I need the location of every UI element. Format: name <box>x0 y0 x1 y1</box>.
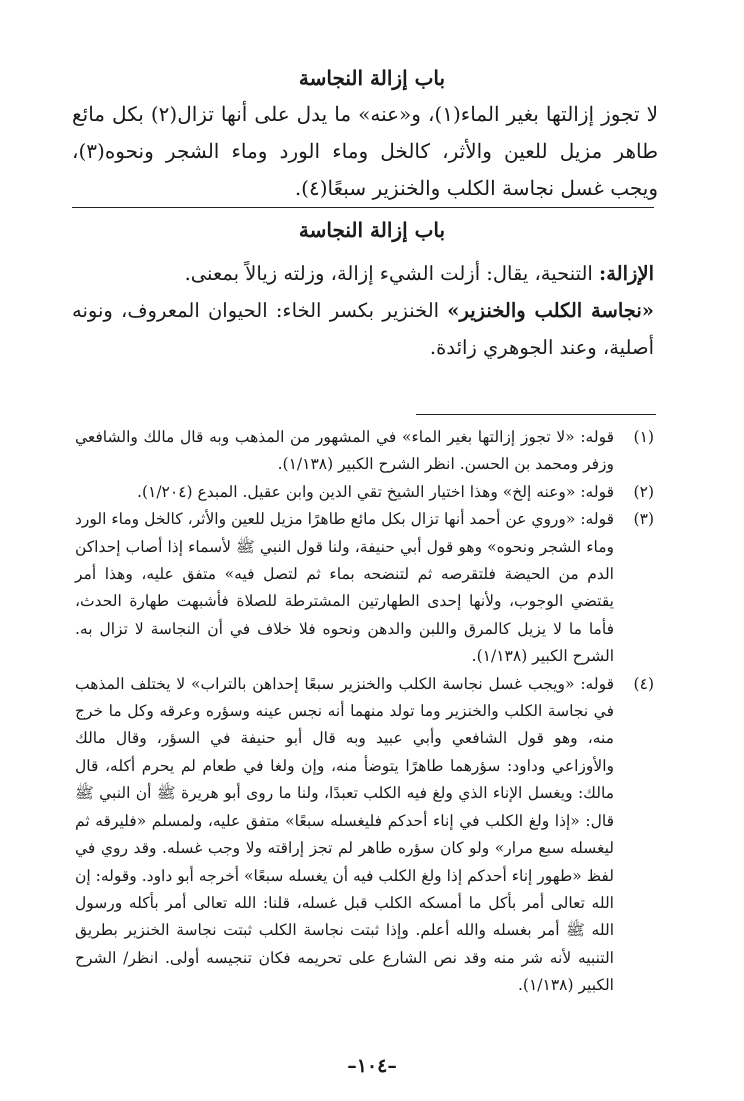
footnote-text: قوله: «وروي عن أحمد أنها تزال بكل مائع طاهرًا مزيل للعين والأثر، كالخل وماء الورد وماء الشجر ونحوه» وهو قول أبي حنيفة، ولنا قول النبي ﷺ لأسماء إذا أصاب إحداكن الدم من الحيضة فلتقرصه ثم لتنضحه بماء ثم لتصل فيه» متفق عليه، وهذا أمر يقتضي الوجوب، ولأنها إحدى الطهارتين المشترطة للصلاة فأشبهت طهارة الحدث، فأما ما لا يزيل كالمرق واللبن والدهن ونحوه فلا خلاف في أن النجاسة لا تزال به. الشرح الكبير (١/١٣٨). <box>75 510 614 666</box>
footnote-item <box>75 671 654 1000</box>
footnote-separator-rule <box>416 414 656 415</box>
footnotes <box>75 424 654 1000</box>
footnote-text: قوله: «ويجب غسل نجاسة الكلب والخنزير سبعًا إحداهن بالتراب» لا يختلف المذهب في نجاسة الكلب والخنزير وما تولد منهما أنه نجس عينه وسؤره وعرقه وكل ما خرج منه، وهو قول الشافعي وأبي عبيد وبه قال أبو حنيفة في السؤر، وقال مالك والأوزاعي وداود: سؤرهما طاهرًا يتوضأ منه، وإن ولغا في طعام لم يحرم أكله، قال مالك: ويغسل الإناء الذي ولغ فيه الكلب تعبدًا، ولنا ما روى أبو هريرة ﷺ أن النبي ﷺ قال: «إذا ولغ الكلب في إناء أحدكم فليغسله سبعًا» متفق عليه، ولمسلم «فليرقه ثم ليغسله سبع مرار» ولو كان سؤره طاهر لم تجز إراقته ولا وجب غسله. وقد روي في لفظ «طهور إناء أحدكم إذا ولغ الكلب فيه أن يغسله سبعًا» أخرجه أبو داود. وقوله: إن الله تعالى أمر بأكل ما أمسكه الكلب قبل غسله، قلنا: الله تعالى أمر بأكله ورسول الله ﷺ أمر بغسله والله أعلم. وإذا ثبتت نجاسة الكلب ثبتت نجاسة الخنزير بطريق التنبيه لأنه شر منه وقد نص الشارع على تحريمه فكان تنجيسه أولى. انظر/ الشرح الكبير (١/١٣٨). <box>75 674 614 995</box>
sharh-paragraph <box>72 255 654 292</box>
footnote-number: (٢) <box>633 482 654 501</box>
footnote-item <box>75 479 654 506</box>
footnote-item <box>75 424 654 479</box>
sharh-definition: التنحية، يقال: أزلت الشيء إزالة، وزلته زيالاً بمعنى. <box>184 262 600 285</box>
matn-text: لا تجوز إزالتها بغير الماء(١)، و«عنه» ما يدل على أنها تزال(٢) بكل مائع طاهر مزيل للعين والأثر، كالخل وماء الورد وماء الشجر ونحوه(٣)، ويجب غسل نجاسة الكلب والخنزير سبعًا(٤). <box>72 102 658 200</box>
footnote-text: قوله: «وعنه إلخ» وهذا اختيار الشيخ تقي الدين وابن عقيل. المبدع (١/٢٠٤). <box>137 482 614 501</box>
sharh-body <box>72 255 654 366</box>
sharh-term: الإزالة: <box>599 262 654 285</box>
sharh-chapter-title: باب إزالة النجاسة <box>298 218 446 242</box>
matn-chapter-title: باب إزالة النجاسة <box>298 66 446 90</box>
sharh-definition: الخنزير بكسر الخاء: الحيوان المعروف، ونونه أصلية، وعند الجوهري زائدة. <box>72 299 654 359</box>
footnote-number: (٤) <box>633 674 654 693</box>
footnote-number: (١) <box>633 428 654 446</box>
matn-separator-rule <box>72 207 654 208</box>
footnote-number: (٣) <box>633 510 654 529</box>
page-number: –١٠٤– <box>347 1055 397 1077</box>
sharh-paragraph <box>72 292 654 366</box>
footnote-item <box>75 506 654 670</box>
sharh-term: «نجاسة الكلب والخنزير» <box>447 299 654 322</box>
footnote-text: قوله: «لا تجوز إزالتها بغير الماء» في المشهور من المذهب وبه قال مالك والشافعي وزفر ومحمد بن الحسن. انظر الشرح الكبير (١/١٣٨). <box>75 428 614 474</box>
